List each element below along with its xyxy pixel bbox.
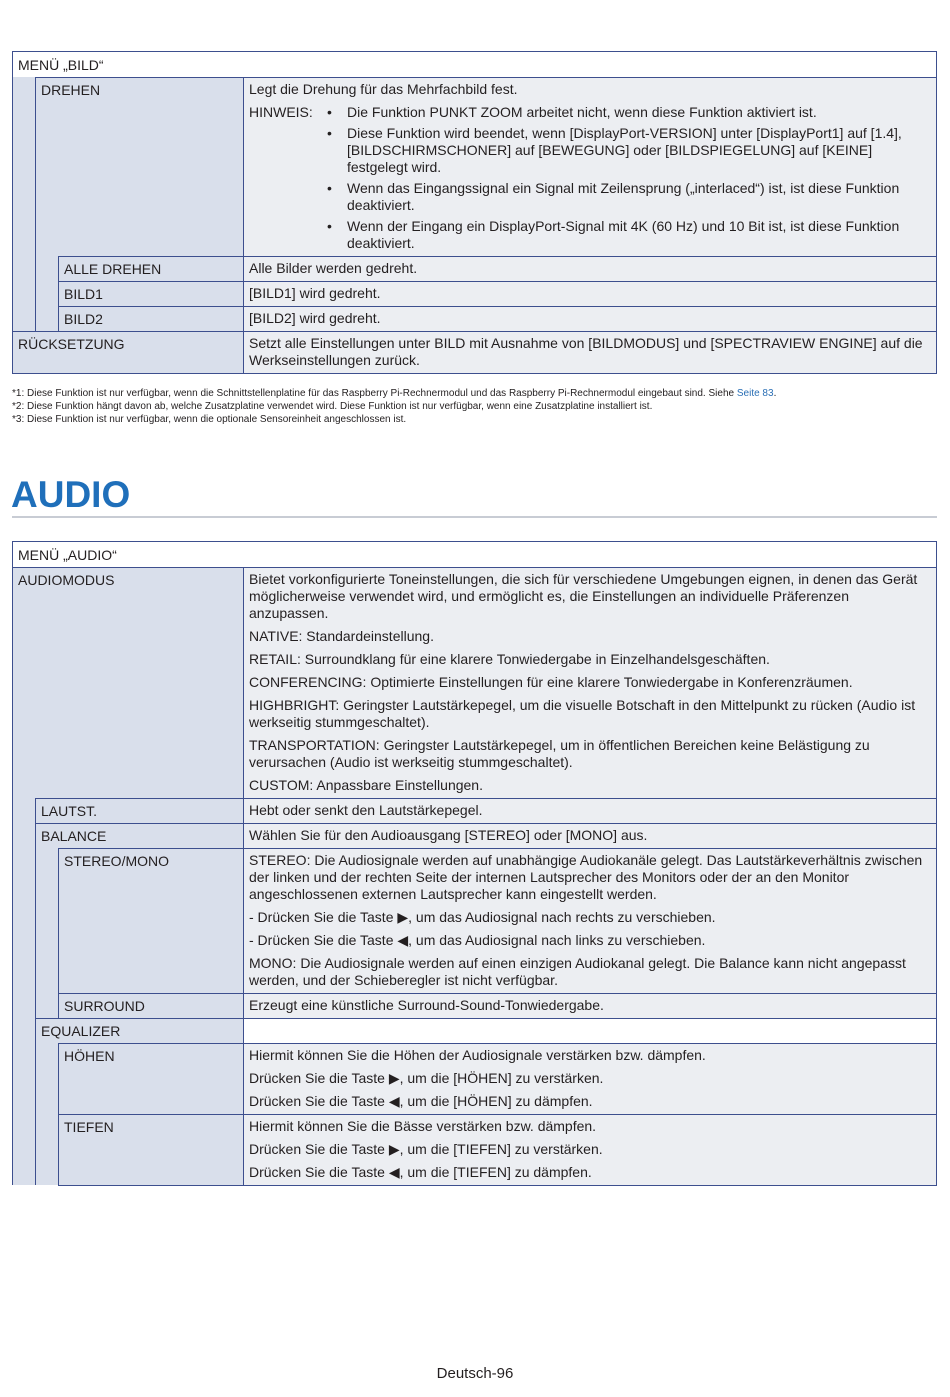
row-description — [243, 1043, 937, 1114]
description-text: - Drücken Sie die Taste ◀, um das Audiosignal nach links zu verschieben. — [249, 932, 706, 948]
table-row — [12, 256, 937, 281]
footnote-mark: *2: — [12, 401, 25, 412]
description-text: Hiermit können Sie die Bässe verstärken bzw. dämpfen. — [249, 1118, 597, 1134]
hint-text: Wenn der Eingang ein DisplayPort-Signal mit 4K (60 Hz) und 10 Bit ist, ist diese Funktion deaktiviert. — [347, 218, 900, 251]
table-row — [12, 567, 937, 798]
row-description — [243, 1114, 937, 1185]
row-label: BILD2 — [58, 306, 243, 331]
description-text: HIGHBRIGHT: Geringster Lautstärkepegel, um die visuelle Botschaft in den Mittelpunkt zu rücken (Audio ist werkseitig stummgeschaltet). — [249, 697, 916, 730]
description-text: Drücken Sie die Taste ▶, um die [TIEFEN] zu verstärken. — [249, 1141, 603, 1157]
row-label: AUDIOMODUS — [12, 567, 243, 798]
footnote-text: Diese Funktion ist nur verfügbar, wenn die optionale Sensoreinheit angeschlossen ist. — [27, 414, 407, 425]
footnote-text: Diese Funktion ist nur verfügbar, wenn die Schnittstellenplatine für das Raspberry Pi-Rechnermodul und das Raspberry Pi-Rechnermodul eingebaut sind. Siehe — [27, 388, 735, 399]
row-label: TIEFEN — [58, 1114, 243, 1185]
description-text: - Drücken Sie die Taste ▶, um das Audiosignal nach rechts zu verschieben. — [249, 909, 716, 925]
hint-block — [249, 104, 930, 252]
row-description: [BILD1] wird gedreht. — [243, 281, 937, 306]
hint-list — [327, 104, 930, 252]
description-text: Drücken Sie die Taste ◀, um die [TIEFEN] zu dämpfen. — [249, 1164, 592, 1180]
row-description — [243, 1018, 937, 1043]
row-description: Alle Bilder werden gedreht. — [243, 256, 937, 281]
list-item — [327, 125, 930, 176]
hint-text: Die Funktion PUNKT ZOOM arbeitet nicht, wenn diese Funktion aktiviert ist. — [347, 104, 817, 120]
table-header: MENÜ „AUDIO“ — [12, 541, 937, 567]
section-title: AUDIO — [11, 474, 131, 515]
bullet-icon: • — [327, 104, 332, 120]
table-row — [12, 848, 937, 993]
description-text: Bietet vorkonfigurierte Toneinstellungen, die sich für verschiedene Umgebungen eignen, in denen das Gerät möglicherweise verwendet wird, und ermöglicht es, die Einstellungen an individuelle Präferenzen anzupassen. — [249, 571, 918, 621]
row-label: STEREO/MONO — [58, 848, 243, 993]
table-row — [12, 77, 937, 256]
list-item — [327, 180, 930, 214]
table-row — [12, 281, 937, 306]
audio-menu-table — [12, 541, 937, 1186]
row-label: HÖHEN — [58, 1043, 243, 1114]
hint-text: Wenn das Eingangssignal ein Signal mit Zeilensprung („interlaced“) ist, ist diese Funktion deaktiviert. — [347, 180, 900, 213]
list-item — [327, 104, 930, 121]
bullet-icon: • — [327, 180, 332, 196]
description-text: Hiermit können Sie die Höhen der Audiosignale verstärken bzw. dämpfen. — [249, 1047, 706, 1063]
row-description: Setzt alle Einstellungen unter BILD mit Ausnahme von [BILDMODUS] und [SPECTRAVIEW ENGINE] auf die Werkseinstellungen zurück. — [243, 331, 937, 373]
row-description — [243, 848, 937, 993]
hint-label: HINWEIS: — [249, 104, 313, 120]
table-row — [12, 1043, 937, 1114]
bullet-icon: • — [327, 125, 332, 141]
footnote-mark: *3: — [12, 414, 25, 425]
bild-menu-table — [12, 51, 937, 374]
footnote — [12, 400, 937, 413]
table-header: MENÜ „BILD“ — [12, 51, 937, 77]
row-label: RÜCKSETZUNG — [12, 331, 243, 373]
table-row — [12, 823, 937, 848]
description-text: CONFERENCING: Optimierte Einstellungen für eine klarere Tonwiedergabe in Konferenzräumen. — [249, 674, 853, 690]
list-item — [327, 218, 930, 252]
description-text: Drücken Sie die Taste ◀, um die [HÖHEN] zu dämpfen. — [249, 1093, 593, 1109]
page-number: Deutsch-96 — [436, 1365, 514, 1382]
table-row — [12, 331, 937, 373]
table-row — [12, 993, 937, 1018]
row-label: DREHEN — [35, 77, 243, 256]
description-text: CUSTOM: Anpassbare Einstellungen. — [249, 777, 483, 793]
description-text: RETAIL: Surroundklang für eine klarere Tonwiedergabe in Einzelhandelsgeschäften. — [249, 651, 770, 667]
table-row — [12, 306, 937, 331]
description-text: STEREO: Die Audiosignale werden auf unabhängige Audiokanäle gelegt. Das Lautstärkeverhältnis zwischen der linken und der rechten Seite der internen Lautsprecher des Monitors oder der an den Monitor angeschlossenen externen Lautsprecher kann eingestellt werden. — [249, 852, 923, 902]
description-text: MONO: Die Audiosignale werden auf einen einzigen Audiokanal gelegt. Die Balance kann nicht angepasst werden, und der Schieberegler ist nicht verfügbar. — [249, 955, 906, 988]
footnotes — [12, 387, 937, 426]
footnote-mark: *1: — [12, 388, 25, 399]
description-text: NATIVE: Standardeinstellung. — [249, 628, 434, 644]
bullet-icon: • — [327, 218, 332, 234]
row-description: [BILD2] wird gedreht. — [243, 306, 937, 331]
footnote-text: Diese Funktion hängt davon ab, welche Zusatzplatine verwendet wird. Diese Funktion ist nur verfügbar, wenn eine Zusatzplatine installiert ist. — [27, 401, 653, 412]
footnote-end: . — [773, 388, 777, 399]
row-description: Hebt oder senkt den Lautstärkepegel. — [243, 798, 937, 823]
row-description: Wählen Sie für den Audioausgang [STEREO] oder [MONO] aus. — [243, 823, 937, 848]
page-link[interactable]: Seite 83 — [736, 388, 774, 399]
row-label: BILD1 — [58, 281, 243, 306]
row-label: LAUTST. — [35, 798, 243, 823]
footnote — [12, 413, 937, 426]
row-label: BALANCE — [35, 823, 243, 848]
footnote — [12, 387, 937, 400]
row-description: Erzeugt eine künstliche Surround-Sound-Tonwiedergabe. — [243, 993, 937, 1018]
table-row — [12, 1018, 937, 1043]
table-row — [12, 1114, 937, 1185]
row-description — [243, 567, 937, 798]
description-text: Drücken Sie die Taste ▶, um die [HÖHEN] zu verstärken. — [249, 1070, 604, 1086]
description-text: Legt die Drehung für das Mehrfachbild fest. — [249, 81, 518, 97]
row-description — [243, 77, 937, 256]
section-divider — [12, 516, 937, 518]
row-label: ALLE DREHEN — [58, 256, 243, 281]
description-text: TRANSPORTATION: Geringster Lautstärkepegel, um in öffentlichen Bereichen keine Belästigung zu verursachen (Audio ist werkseitig stummgeschaltet). — [249, 737, 870, 770]
row-label: EQUALIZER — [35, 1018, 243, 1043]
hint-text: Diese Funktion wird beendet, wenn [DisplayPort-VERSION] unter [DisplayPort1] auf [1.4], [BILDSCHIRMSCHONER] auf [BEWEGUNG] oder [BILDSPIEGELUNG] auf [KEINE] festgelegt wird. — [347, 125, 902, 175]
row-label: SURROUND — [58, 993, 243, 1018]
table-row — [12, 798, 937, 823]
